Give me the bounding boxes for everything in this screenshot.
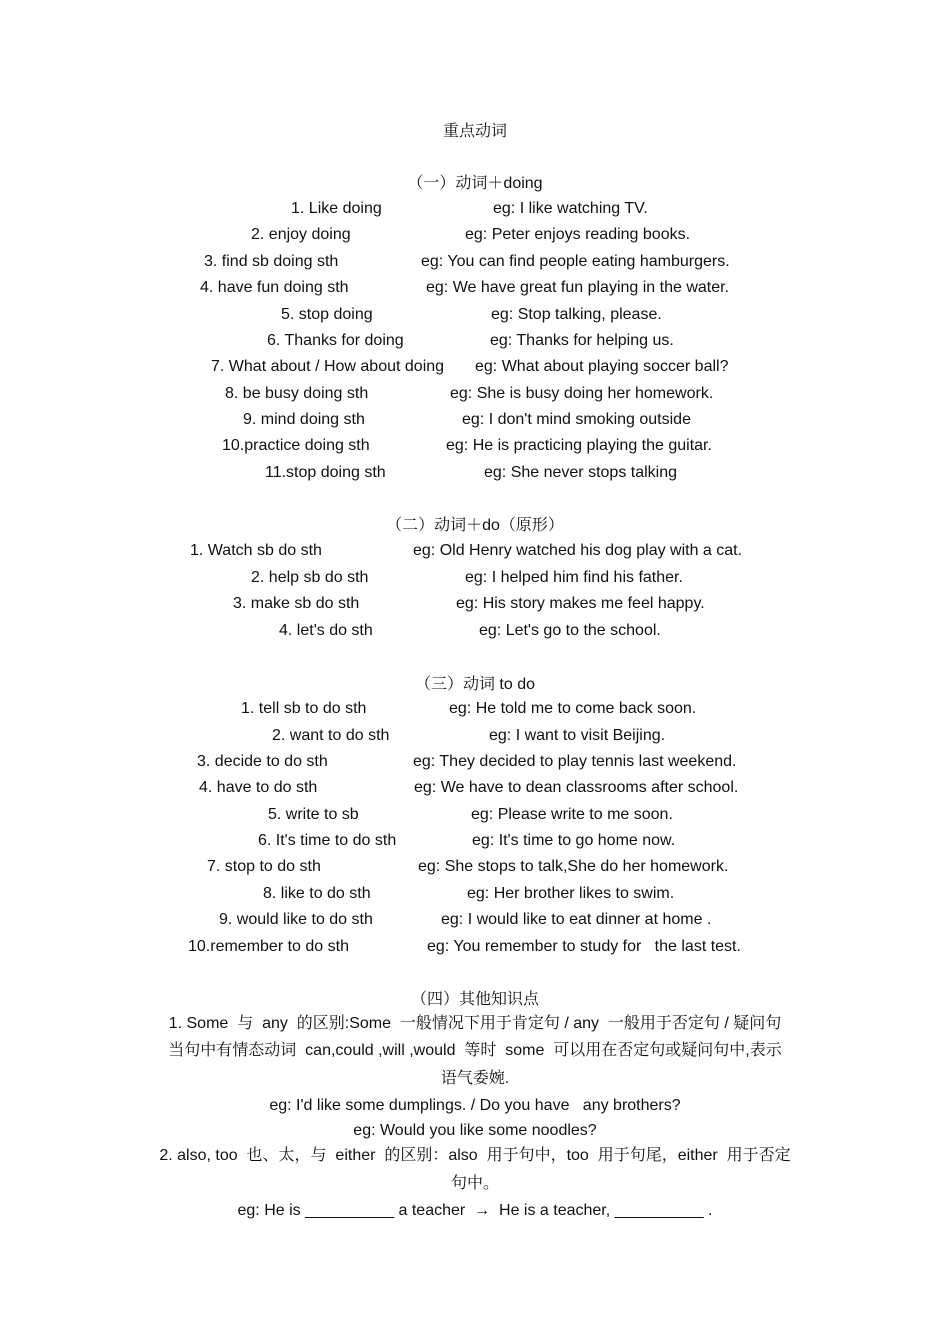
phrase: 4. have to do sth (199, 779, 318, 796)
paragraph-line: 2. also, too 也、太，与 either 的区别：also 用于句中，too 用于句尾，either 用于否定 (159, 1147, 791, 1164)
list-item (0, 463, 950, 483)
phrase: 3. find sb doing sth (204, 253, 339, 270)
list-item (0, 831, 950, 851)
phrase: 1. tell sb to do sth (241, 700, 367, 717)
example: eg: I want to visit Beijing. (489, 727, 666, 744)
example: eg: We have great fun playing in the water. (426, 279, 730, 296)
list-item (0, 884, 950, 904)
example: eg: I would like to eat dinner at home . (441, 911, 712, 928)
list-item (0, 199, 950, 219)
phrase: 10.practice doing sth (222, 437, 370, 454)
example: eg: Thanks for helping us. (490, 332, 674, 349)
phrase: 5. stop doing (281, 306, 373, 323)
phrase: 2. want to do sth (272, 727, 390, 744)
page-title: 重点动词 (442, 121, 507, 140)
example: eg: Let's go to the school. (479, 622, 661, 639)
phrase: 9. would like to do sth (219, 911, 373, 928)
phrase: 11.stop doing sth (265, 464, 386, 481)
list-item (0, 225, 950, 245)
list-item (0, 436, 950, 456)
example: eg: I don't mind smoking outside (462, 411, 691, 428)
example: eg: You remember to study for the last test. (427, 938, 741, 955)
paragraph-line: 当句中有情态动词 can,could ,will ,would 等时 some 可以用在否定句或疑问句中,表示 (168, 1042, 782, 1059)
example: eg: He told me to come back soon. (449, 700, 697, 717)
phrase: 7. stop to do sth (207, 858, 321, 875)
list-item (0, 278, 950, 298)
list-item (0, 305, 950, 325)
list-item (0, 726, 950, 746)
example: eg: They decided to play tennis last weekend. (413, 753, 737, 770)
example-line: eg: I'd like some dumplings. / Do you have any brothers? (269, 1097, 681, 1114)
phrase: 3. make sb do sth (233, 595, 360, 612)
example: eg: Old Henry watched his dog play with a cat. (413, 542, 743, 559)
list-item (0, 910, 950, 930)
phrase: 2. enjoy doing (251, 226, 351, 243)
list-item (0, 384, 950, 404)
example: eg: Please write to me soon. (471, 806, 673, 823)
phrase: 3. decide to do sth (197, 753, 328, 770)
list-item (0, 621, 950, 641)
example: eg: Stop talking, please. (491, 306, 662, 323)
list-item (0, 568, 950, 588)
phrase: 4. have fun doing sth (200, 279, 349, 296)
phrase: 9. mind doing sth (243, 411, 365, 428)
list-item (0, 937, 950, 957)
section-heading: （三）动词 to do (414, 676, 536, 693)
example: eg: What about playing soccer ball? (475, 358, 729, 375)
example-line: eg: Would you like some noodles? (353, 1122, 597, 1139)
example: eg: Peter enjoys reading books. (465, 226, 691, 243)
example: eg: She is busy doing her homework. (450, 385, 714, 402)
example: eg: She never stops talking (484, 464, 678, 481)
list-item (0, 541, 950, 561)
list-item (0, 331, 950, 351)
example: eg: Her brother likes to swim. (467, 885, 675, 902)
phrase: 5. write to sb (268, 806, 359, 823)
list-item (0, 594, 950, 614)
list-item (0, 752, 950, 772)
paragraph-line: 语气委婉. (440, 1070, 510, 1087)
phrase: 10.remember to do sth (188, 938, 349, 955)
example: eg: You can find people eating hamburgers. (421, 253, 730, 270)
example: eg: I helped him find his father. (465, 569, 683, 586)
phrase: 2. help sb do sth (251, 569, 369, 586)
phrase: 1. Like doing (291, 200, 382, 217)
paragraph-line: 1. Some 与 any 的区别:Some 一般情况下用于肯定句 / any 一般用于否定句 / 疑问句 (168, 1015, 782, 1032)
list-item (0, 357, 950, 377)
phrase: 6. Thanks for doing (267, 332, 404, 349)
example: eg: It's time to go home now. (472, 832, 676, 849)
phrase: 4. let's do sth (279, 622, 373, 639)
example: eg: I like watching TV. (493, 200, 648, 217)
example: eg: His story makes me feel happy. (456, 595, 705, 612)
list-item (0, 252, 950, 272)
example: eg: He is practicing playing the guitar. (446, 437, 712, 454)
list-item (0, 778, 950, 798)
paragraph-line: 句中。 (450, 1175, 499, 1192)
list-item (0, 805, 950, 825)
example: eg: We have to dean classrooms after school. (414, 779, 739, 796)
list-item (0, 410, 950, 430)
phrase: 6. It's time to do sth (258, 832, 397, 849)
phrase: 8. be busy doing sth (225, 385, 369, 402)
phrase: 1. Watch sb do sth (190, 542, 322, 559)
phrase: 7. What about / How about doing (211, 358, 445, 375)
list-item (0, 699, 950, 719)
phrase: 8. like to do sth (263, 885, 371, 902)
list-item (0, 857, 950, 877)
exercise-line: eg: He is __________ a teacher → He is a teacher, __________ . (237, 1202, 713, 1219)
example: eg: She stops to talk,She do her homework. (418, 858, 729, 875)
section-heading: （四）其他知识点 (410, 991, 539, 1008)
section-heading: （一）动词＋doing (407, 175, 543, 192)
section-heading: （二）动词＋do（原形） (386, 517, 564, 534)
